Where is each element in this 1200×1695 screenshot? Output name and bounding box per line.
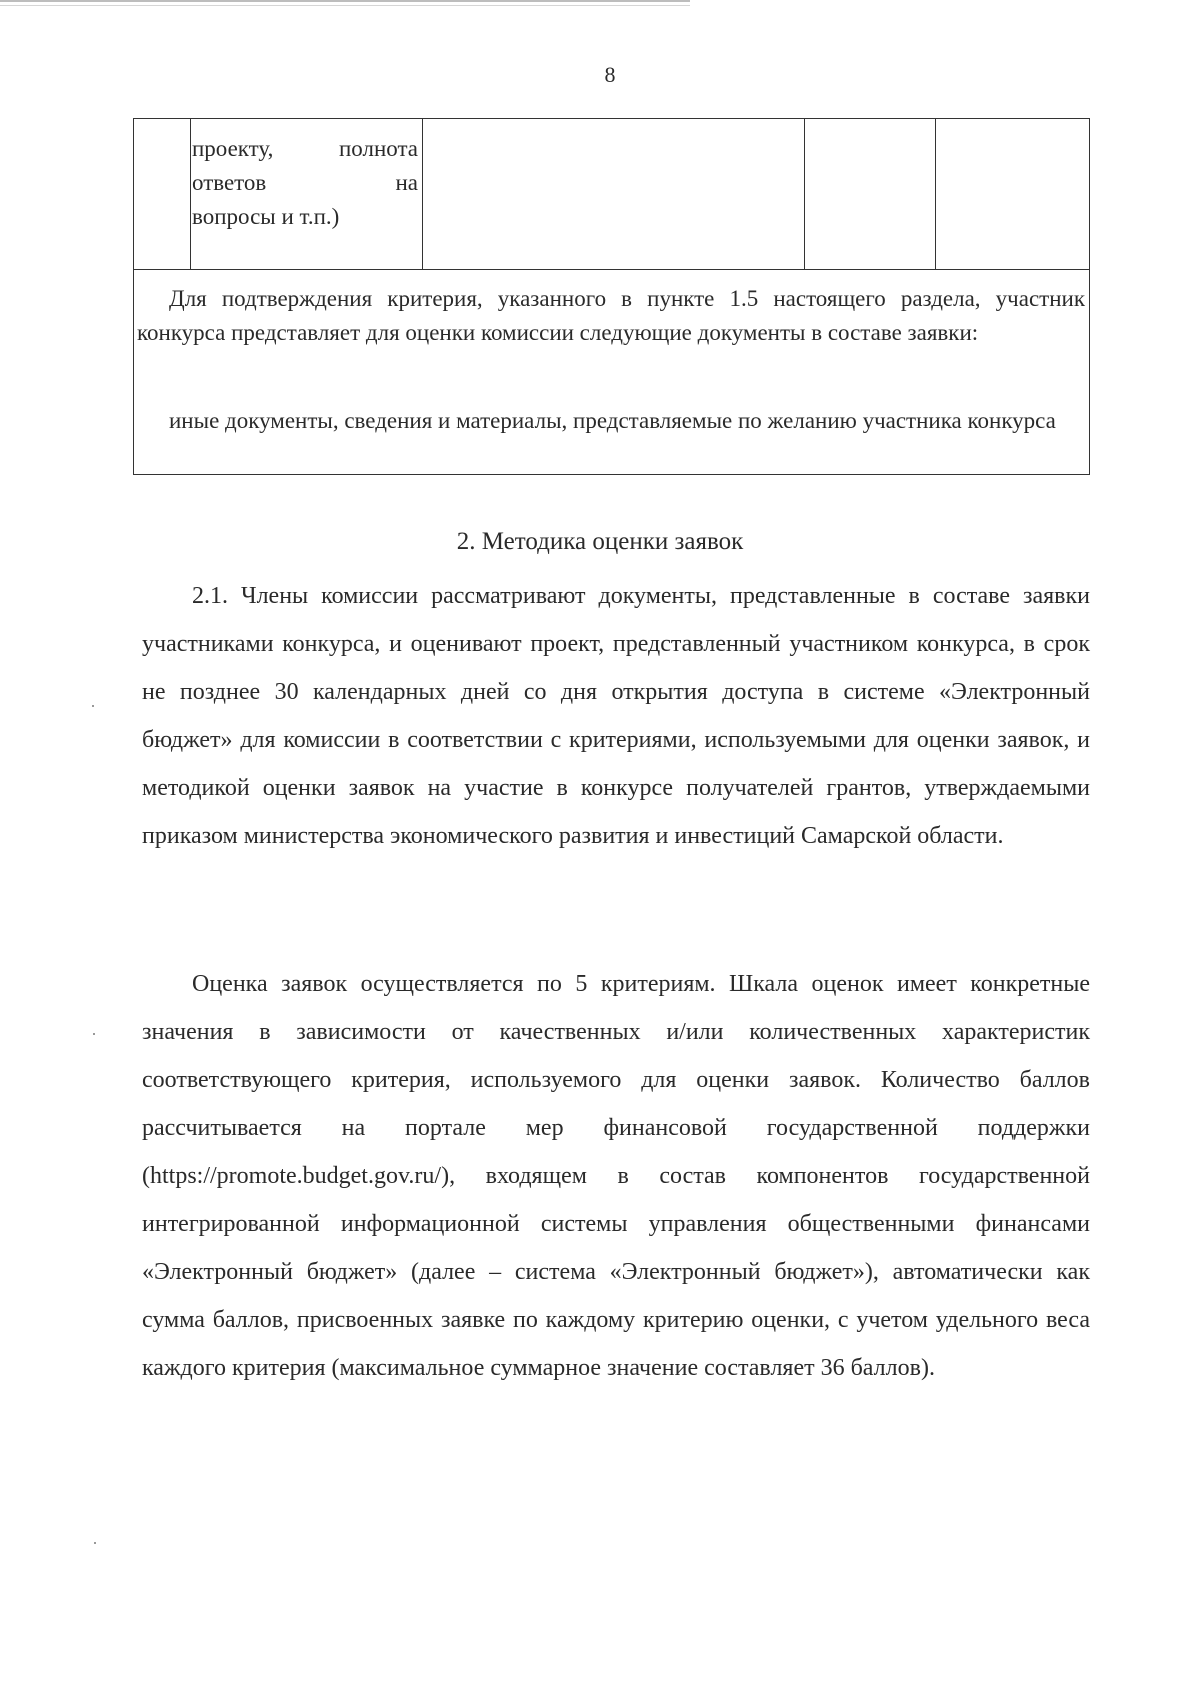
cell-word: ответов: [192, 170, 267, 195]
section-heading: 2. Методика оценки заявок: [456, 528, 744, 555]
cell-line: [192, 200, 418, 234]
documents-note-text: иные документы, сведения и материалы, представляемые по желанию участника конкурса: [169, 408, 1056, 433]
body-paragraph: 2.1. Члены комиссии рассматривают документы, представленные в составе заявки участниками конкурса, и оценивают проект, представленный участником конкурса, в срок не позднее 30 календарных дней со дня открытия доступа в системе «Электронный бюджет» для комиссии в соответствии с критериями, используемыми для оценки заявок, и методикой оценки заявок на участие в конкурсе получателей грантов, утверждаемыми приказом министерства экономического развития и инвестиций Самарской области.: [142, 583, 1090, 849]
cell-line: [192, 132, 418, 166]
documents-note-text: Для подтверждения критерия, указанного в пункте 1.5 настоящего раздела, участник конкурса представляет для оценки комиссии следующие документы в составе заявки:: [137, 286, 1085, 345]
scan-artifact: [94, 1542, 96, 1544]
criteria-cell: [192, 132, 418, 234]
cell-word: на: [395, 170, 418, 195]
page-number: 8: [604, 62, 616, 87]
scan-artifact: [92, 705, 94, 707]
table-column-divider: [422, 118, 423, 270]
cell-line: [192, 166, 418, 200]
cell-word: вопросы и т.п.): [192, 204, 340, 229]
cell-word: проекту,: [192, 136, 274, 161]
scan-artifact: [93, 1033, 95, 1035]
scan-top-edge-shadow: [0, 5, 690, 6]
table-column-divider: [935, 118, 936, 270]
table-column-divider: [190, 118, 191, 270]
scan-top-edge: [0, 0, 690, 2]
body-paragraph: Оценка заявок осуществляется по 5 критериям. Шкала оценок имеет конкретные значения в зависимости от качественных и/или количественных характеристик соответствующего критерия, используемого для оценки заявок. Количество баллов рассчитывается на портале мер финансовой государственной поддержки (https://promote.budget.gov.ru/), входящем в состав компонентов государственной интегрированной информационной системы управления общественными финансами «Электронный бюджет» (далее – система «Электронный бюджет»), автоматически как сумма баллов, присвоенных заявке по каждому критерию оценки, с учетом удельного веса каждого критерия (максимальное суммарное значение составляет 36 баллов).: [142, 971, 1090, 1381]
table-column-divider: [804, 118, 805, 270]
cell-word: полнота: [338, 136, 418, 161]
